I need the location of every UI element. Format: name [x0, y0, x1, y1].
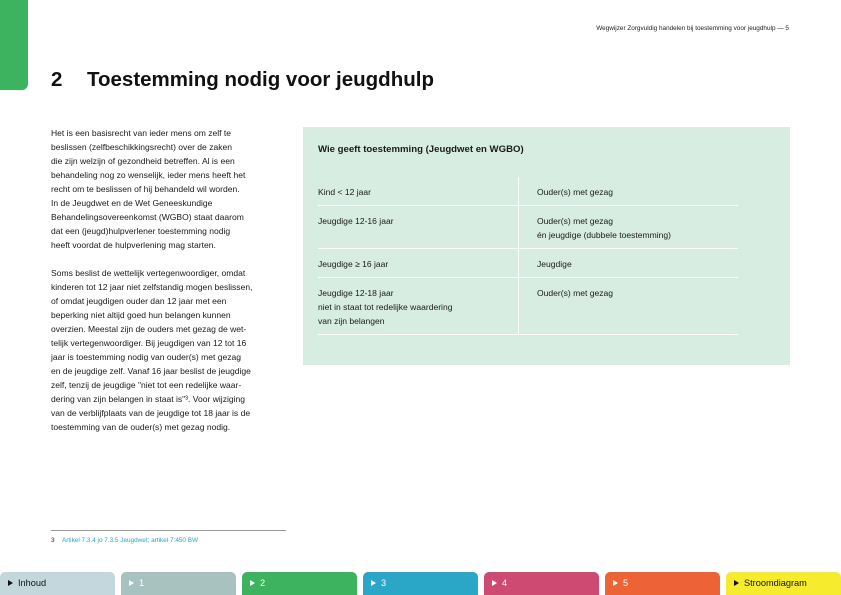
text-line: In de Jeugdwet en de Wet Geneeskundige [51, 198, 213, 208]
cell-text: én jeugdige (dubbele toestemming) [537, 230, 671, 240]
text-line: van de verblijfplaats van de jeugdige tot 18 jaar is de [51, 408, 251, 418]
text-line: toestemming van de ouder(s) met gezag nodig. [51, 422, 231, 432]
info-box-title: Wie geeft toestemming (Jeugdwet en WGBO) [318, 144, 524, 155]
cell-text: Kind < 12 jaar [318, 187, 371, 197]
text-line: telijk vertegenwoordiger. Bij jeugdigen van 12 tot 16 [51, 338, 247, 348]
text-line: recht om te beslissen of hij behandeld wil worden. [51, 184, 240, 194]
body-text [51, 126, 289, 434]
nav-tab-label: 5 [623, 578, 629, 588]
consent-cell [519, 278, 738, 334]
nav-tab-3[interactable] [363, 572, 478, 595]
paragraph-1 [51, 126, 289, 252]
chapter-title: Toestemming nodig voor jeugdhulp [87, 68, 434, 91]
who-cell [318, 177, 519, 205]
cell-text: niet in staat tot redelijke waardering [318, 302, 453, 312]
footnote-link[interactable]: Artikel 7.3.4 jo 7.3.5 Jeugdwet; artikel 7:450 BW [62, 537, 199, 544]
nav-tab-label: Inhoud [18, 578, 47, 588]
who-cell [318, 206, 519, 248]
play-arrow-icon [371, 580, 376, 586]
text-line: beslissen (zelfbeschikkingsrecht) over de zaken [51, 142, 232, 152]
consent-cell [519, 206, 738, 248]
nav-tab-label: 3 [381, 578, 387, 588]
cell-text: Ouder(s) met gezag [537, 288, 614, 298]
footnote [51, 537, 198, 544]
running-header: Wegwijzer Zorgvuldig handelen bij toestemming voor jeugdhulp — 5 [596, 25, 789, 32]
who-cell [318, 278, 519, 334]
nav-tab-stroomdiagram[interactable] [726, 572, 841, 595]
table-row [318, 249, 738, 278]
cell-text: van zijn belangen [318, 316, 385, 326]
table-row [318, 278, 738, 335]
footnote-number: 3 [51, 537, 55, 544]
chapter-number: 2 [51, 68, 63, 91]
consent-table [318, 177, 738, 335]
text-line: zelf, tenzij de jeugdige "niet tot een redelijke waar- [51, 380, 242, 390]
play-arrow-icon [613, 580, 618, 586]
chapter-heading [51, 68, 434, 92]
who-cell [318, 249, 519, 277]
text-line: en de jeugdige zelf. Vanaf 16 jaar beslist de jeugdige [51, 366, 251, 376]
text-line: behandeling nog zo wenselijk, ieder mens heeft het [51, 170, 246, 180]
text-line: kinderen tot 12 jaar niet zelfstandig mogen beslissen, [51, 282, 253, 292]
cell-text: Jeugdige 12-16 jaar [318, 216, 394, 226]
cell-text: Jeugdige 12-18 jaar [318, 288, 394, 298]
text-line: Het is een basisrecht van ieder mens om zelf te [51, 128, 232, 138]
text-line: heeft voordat de hulpverlening mag starten. [51, 240, 216, 250]
footnote-divider [51, 530, 286, 531]
cell-text: Ouder(s) met gezag [537, 187, 614, 197]
nav-tab-label: Stroomdiagram [744, 578, 807, 588]
nav-tab-label: 4 [502, 578, 508, 588]
text-line: dering van zijn belangen in staat is"³. Voor wijziging [51, 394, 246, 404]
text-line: of omdat jeugdigen ouder dan 12 jaar met een [51, 296, 227, 306]
play-arrow-icon [8, 580, 13, 586]
consent-info-box [303, 127, 790, 365]
nav-tab-4[interactable] [484, 572, 599, 595]
text-line: dat een (jeugd)hulpverlener toestemming nodig [51, 226, 231, 236]
text-line: Soms beslist de wettelijk vertegenwoordiger, omdat [51, 268, 246, 278]
text-line: beperking niet altijd goed hun belangen kunnen [51, 310, 231, 320]
consent-cell [519, 249, 738, 277]
consent-cell [519, 177, 738, 205]
cell-text: Ouder(s) met gezag [537, 216, 614, 226]
play-arrow-icon [734, 580, 739, 586]
cell-text: Jeugdige ≥ 16 jaar [318, 259, 389, 269]
text-line: Behandelingsovereenkomst (WGBO) staat daarom [51, 212, 244, 222]
nav-tab-1[interactable] [121, 572, 236, 595]
chapter-nav-bar [0, 572, 841, 595]
play-arrow-icon [492, 580, 497, 586]
nav-tab-label: 2 [260, 578, 266, 588]
nav-tab-label: 1 [139, 578, 145, 588]
text-line: overzien. Meestal zijn de ouders met gezag de wet- [51, 324, 247, 334]
nav-tab-5[interactable] [605, 572, 720, 595]
table-row [318, 206, 738, 249]
play-arrow-icon [250, 580, 255, 586]
play-arrow-icon [129, 580, 134, 586]
paragraph-2 [51, 266, 289, 434]
nav-tab-inhoud[interactable] [0, 572, 115, 595]
table-row [318, 177, 738, 206]
nav-tab-2[interactable] [242, 572, 357, 595]
text-line: die zijn welzijn of gezondheid betreffen. Al is een [51, 156, 235, 166]
cell-text: Jeugdige [537, 259, 572, 269]
chapter-color-tab [0, 0, 28, 90]
text-line: jaar is toestemming nodig van ouder(s) met gezag [51, 352, 242, 362]
